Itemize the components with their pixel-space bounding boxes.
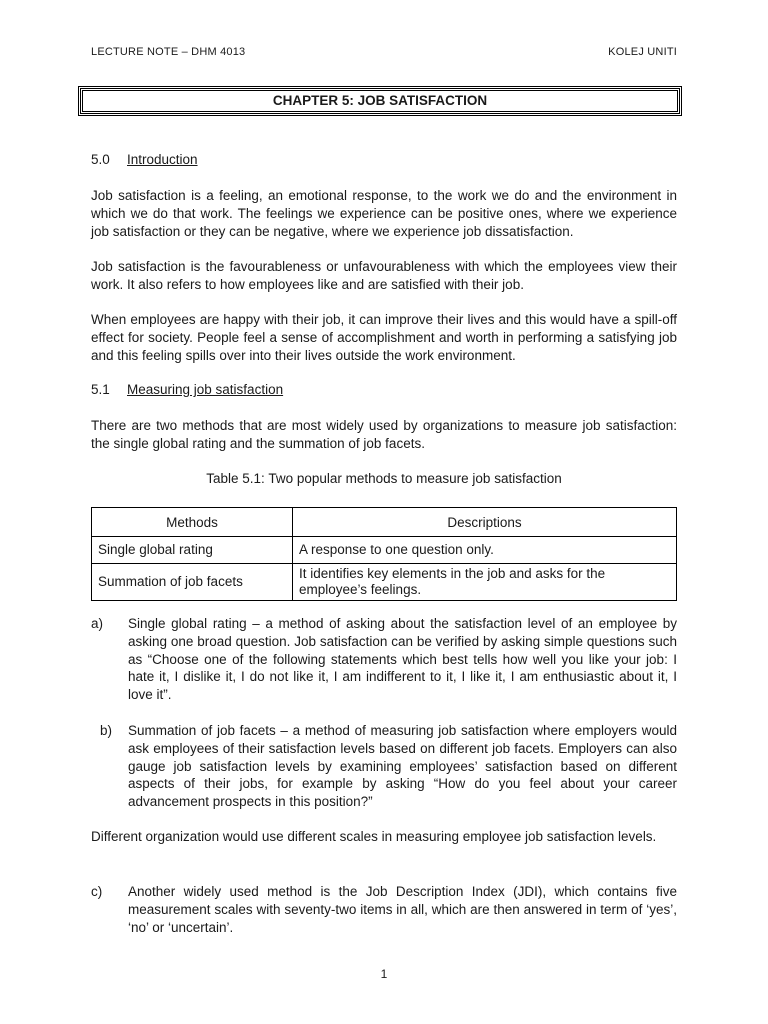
list-item-text: Another widely used method is the Job Description Index (JDI), which contains five measurement scales with seventy-two items in all, which are then answered in term of ‘yes’, ‘no’ or ‘uncertain’. [128, 884, 677, 935]
methods-table [91, 507, 677, 601]
running-header-right: KOLEJ UNITI [608, 46, 677, 58]
list-item-text: Single global rating – a method of asking about the satisfaction level of an employee by asking one broad question. Job satisfaction can be verified by asking simple questions such as “Choose one of the following statements which best tells how well you like your job: I hate it, I dislike it, I do not like it, I am indifferent to it, I like it, I am enthusiastic about it, I love it”. [128, 616, 677, 703]
list-item [91, 722, 677, 811]
table-header-row [92, 508, 677, 537]
paragraph-methods: There are two methods that are most widely used by organizations to measure job satisfaction: the single global rating and the summation of job facets. [91, 418, 677, 451]
list-item-text: Summation of job facets – a method of measuring job satisfaction where employers would ask employees of their satisfaction levels based on different job facets. Employers can also gauge job satisfaction levels by examining employees’ satisfaction based on different aspects of their jobs, for example by asking “How do you feel about your career advancement prospects in this position?” [128, 723, 677, 810]
running-header-left: LECTURE NOTE – DHM 4013 [91, 46, 246, 58]
table-row [92, 564, 677, 601]
table-header-cell: Descriptions [293, 508, 677, 537]
section-title: Measuring job satisfaction [127, 382, 284, 397]
paragraph-scales: Different organization would use different scales in measuring employee job satisfaction levels. [91, 829, 657, 844]
table-cell: A response to one question only. [293, 537, 677, 564]
list-item-label: b) [100, 723, 113, 738]
paragraph-intro-2: Job satisfaction is the favourableness or unfavourableness with which the employees view their work. It also refers to how employees like and are satisfied with their job. [91, 259, 677, 292]
table-cell: Single global rating [92, 537, 293, 564]
table-caption: Table 5.1: Two popular methods to measure job satisfaction [206, 471, 562, 486]
section-number: 5.0 [91, 152, 110, 167]
list-item [91, 883, 677, 936]
table-header-cell: Methods [92, 508, 293, 537]
table-row [92, 537, 677, 564]
table-cell: It identifies key elements in the job and asks for the employee’s feelings. [293, 564, 677, 601]
list-item-label: a) [91, 616, 104, 631]
paragraph-intro-1: Job satisfaction is a feeling, an emotional response, to the work we do and the environment in which we do that work. The feelings we experience can be positive ones, where we experience job satisfaction or they can be negative, where we experience job dissatisfaction. [91, 188, 677, 239]
section-heading-measuring [91, 382, 283, 397]
list-item-label: c) [91, 884, 103, 899]
table-cell: Summation of job facets [92, 564, 293, 601]
chapter-title: CHAPTER 5: JOB SATISFACTION [80, 88, 680, 114]
page-number: 1 [380, 967, 388, 981]
paragraph-intro-3: When employees are happy with their job, it can improve their lives and this would have a spill-off effect for society. People feel a sense of accomplishment and worth in performing a satisfying job and this feeling spills over into their lives outside the work environment. [91, 312, 677, 363]
section-title: Introduction [127, 152, 198, 167]
section-heading-intro [91, 152, 198, 167]
section-number: 5.1 [91, 382, 110, 397]
list-item [91, 615, 677, 704]
